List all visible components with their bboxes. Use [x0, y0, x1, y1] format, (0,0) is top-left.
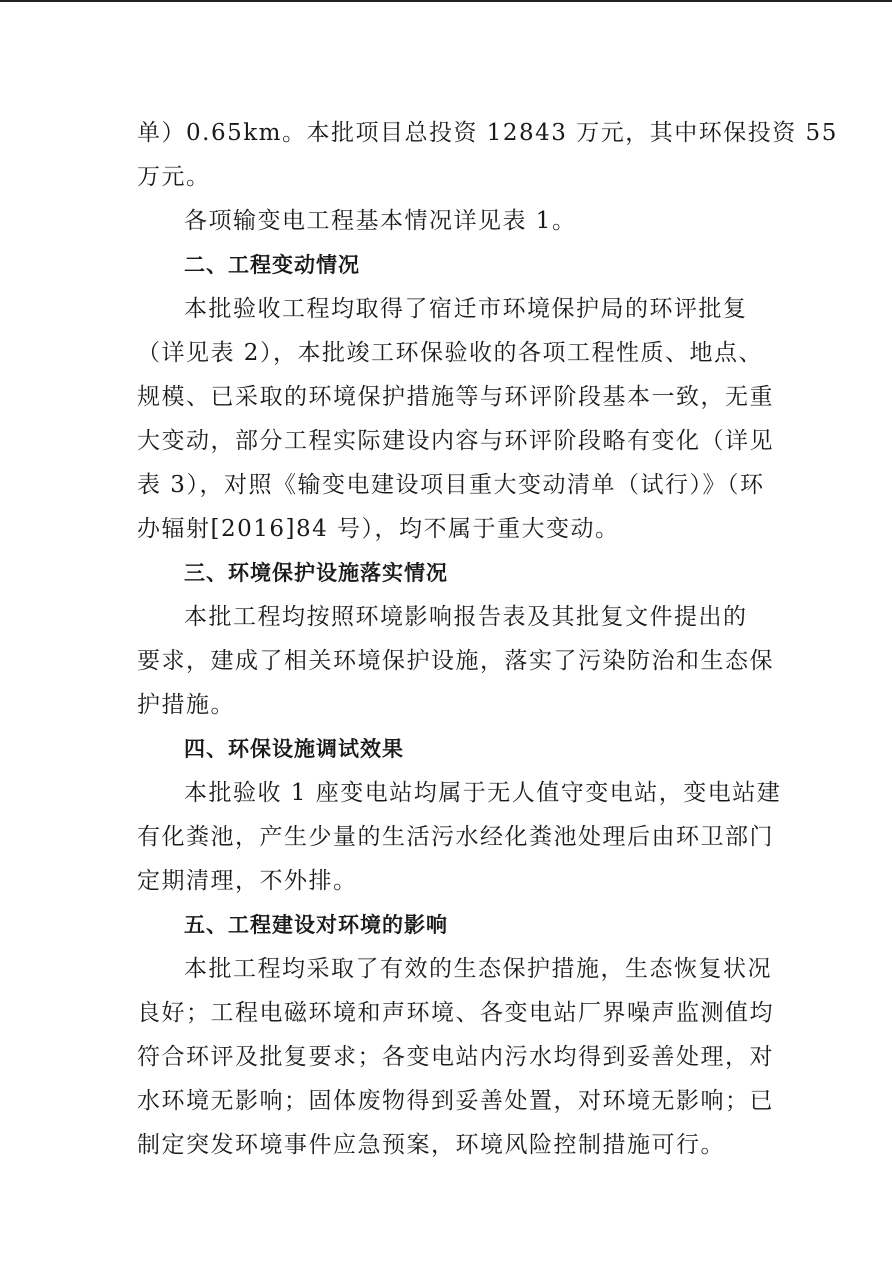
paragraph-line: 有化粪池，产生少量的生活污水经化粪池处理后由环卫部门	[137, 824, 774, 850]
paragraph-line: 制定突发环境事件应急预案，环境风险控制措施可行。	[137, 1132, 725, 1158]
paragraph-line: 良好；工程电磁环境和声环境、各变电站厂界噪声监测值均	[137, 1000, 774, 1026]
paragraph-line: 要求，建成了相关环境保护设施，落实了污染防治和生态保	[137, 648, 774, 674]
paragraph-line: 各项输变电工程基本情况详见表 1。	[184, 208, 577, 234]
paragraph-line: 本批验收工程均取得了宿迁市环境保护局的环评批复	[184, 296, 748, 322]
document-page	[137, 111, 838, 1167]
paragraph-line: 规模、已采取的环境保护措施等与环评阶段基本一致，无重	[137, 384, 774, 410]
paragraph-line: 护措施。	[137, 692, 235, 718]
paragraph-line: 符合环评及批复要求；各变电站内污水均得到妥善处理，对	[137, 1044, 774, 1070]
paragraph-line: 表 3），对照《输变电建设项目重大变动清单（试行）》（环	[137, 472, 765, 498]
page-top-border	[0, 0, 892, 2]
paragraph-line: 本批工程均采取了有效的生态保护措施，生态恢复状况	[184, 956, 772, 982]
paragraph-line: 万元。	[137, 164, 211, 190]
section-heading-changes: 二、工程变动情况	[184, 253, 360, 277]
section-heading-protection-facilities: 三、环境保护设施落实情况	[184, 561, 448, 585]
section-heading-debugging-results: 四、环保设施调试效果	[184, 737, 404, 761]
paragraph-line: 办辐射[2016]84 号），均不属于重大变动。	[137, 516, 620, 542]
paragraph-line: 定期清理，不外排。	[137, 868, 358, 894]
section-heading-environmental-impact: 五、工程建设对环境的影响	[184, 913, 448, 937]
paragraph-line: 本批工程均按照环境影响报告表及其批复文件提出的	[184, 604, 748, 630]
paragraph-line: 水环境无影响；固体废物得到妥善处置，对环境无影响；已	[137, 1088, 774, 1114]
paragraph-line: 本批验收 1 座变电站均属于无人值守变电站，变电站建	[184, 780, 782, 806]
paragraph-line: 大变动，部分工程实际建设内容与环评阶段略有变化（详见	[137, 428, 774, 454]
paragraph-line: （详见表 2），本批竣工环保验收的各项工程性质、地点、	[137, 340, 763, 366]
paragraph-line: 单）0.65km。本批项目总投资 12843 万元，其中环保投资 55	[137, 120, 838, 146]
